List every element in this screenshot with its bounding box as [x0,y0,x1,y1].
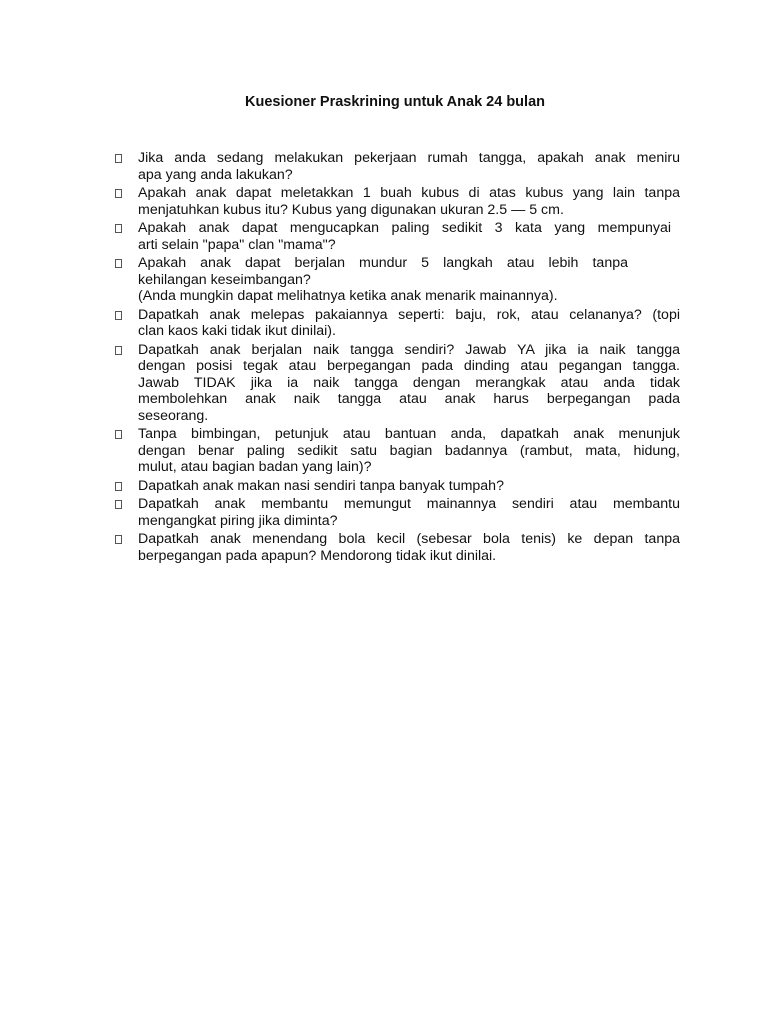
list-item [112,220,680,253]
question-line: dengan benar paling sedikit satu bagian badannya (rambut, mata, hidung, [138,442,680,459]
list-item [112,307,680,340]
list-item [112,185,680,218]
question-text [138,426,680,476]
question-text [138,496,680,529]
question-text [138,220,671,253]
checkbox-square-icon [115,430,122,439]
question-line: mengangkat piring jika diminta? [138,512,338,529]
list-item [112,342,680,425]
question-line: Tanpa bimbingan, petunjuk atau bantuan anda, dapatkah anak menunjuk [138,426,680,442]
question-line: Apakah anak dapat mengucapkan paling sedikit 3 kata yang mempunyai [138,220,671,236]
question-line: berpegangan pada apapun? Mendorong tidak ikut dinilai. [138,547,497,564]
checkbox-square-icon [115,311,122,320]
checkbox-square-icon [115,535,122,544]
question-text [138,185,680,218]
question-line: Apakah anak dapat meletakkan 1 buah kubus di atas kubus yang lain tanpa [138,185,680,201]
checkbox-square-icon [115,346,122,355]
checkbox-square-icon [115,482,122,491]
list-item [112,531,680,564]
question-line: menjatuhkan kubus itu? Kubus yang digunakan ukuran 2.5 — 5 cm. [138,201,564,218]
question-line: Jawab TIDAK jika ia naik tangga dengan merangkak atau anda tidak [138,374,680,391]
page-title: Kuesioner Praskrining untuk Anak 24 bulan [244,94,545,110]
question-line: membolehkan anak naik tangga atau anak harus berpegangan pada [138,391,680,407]
list-item [112,496,680,529]
checkbox-square-icon [115,500,122,509]
question-line: clan kaos kaki tidak ikut dinilai). [138,323,336,339]
question-line: arti selain "papa" clan "mama"? [138,236,336,253]
question-text [138,342,680,425]
list-item [112,150,680,183]
question-text [138,150,680,183]
list-item [112,255,680,305]
question-line: seseorang. [138,407,209,424]
checkbox-square-icon [115,259,122,268]
question-line: Jika anda sedang melakukan pekerjaan rumah tangga, apakah anak meniru [138,150,680,166]
question-list [112,150,680,566]
question-line: (Anda mungkin dapat melihatnya ketika anak menarik mainannya). [138,288,558,304]
question-line: Dapatkah anak makan nasi sendiri tanpa banyak tumpah? [138,477,504,494]
list-item [112,478,680,495]
question-text [138,307,680,340]
checkbox-square-icon [115,189,122,198]
question-line: Dapatkah anak menendang bola kecil (sebesar bola tenis) ke depan tanpa [138,531,680,547]
question-line: Apakah anak dapat berjalan mundur 5 langkah atau lebih tanpa [138,255,628,271]
question-text [138,478,680,495]
question-text [138,255,628,305]
question-line: Dapatkah anak melepas pakaiannya seperti: baju, rok, atau celananya? (topi [138,306,680,323]
question-line: dengan posisi tegak atau berpegangan pada dinding atau pegangan tangga. [138,358,680,374]
question-line: Dapatkah anak membantu memungut mainannya sendiri atau membantu [138,496,680,512]
question-text [138,531,680,564]
list-item [112,426,680,476]
question-line: apa yang anda lakukan? [138,166,293,183]
checkbox-square-icon [115,224,122,233]
question-line: kehilangan keseimbangan? [138,271,311,288]
question-line: mulut, atau bagian badan yang lain)? [138,459,372,475]
question-line: Dapatkah anak berjalan naik tangga sendiri? Jawab YA jika ia naik tangga [138,341,680,358]
checkbox-square-icon [115,154,122,163]
